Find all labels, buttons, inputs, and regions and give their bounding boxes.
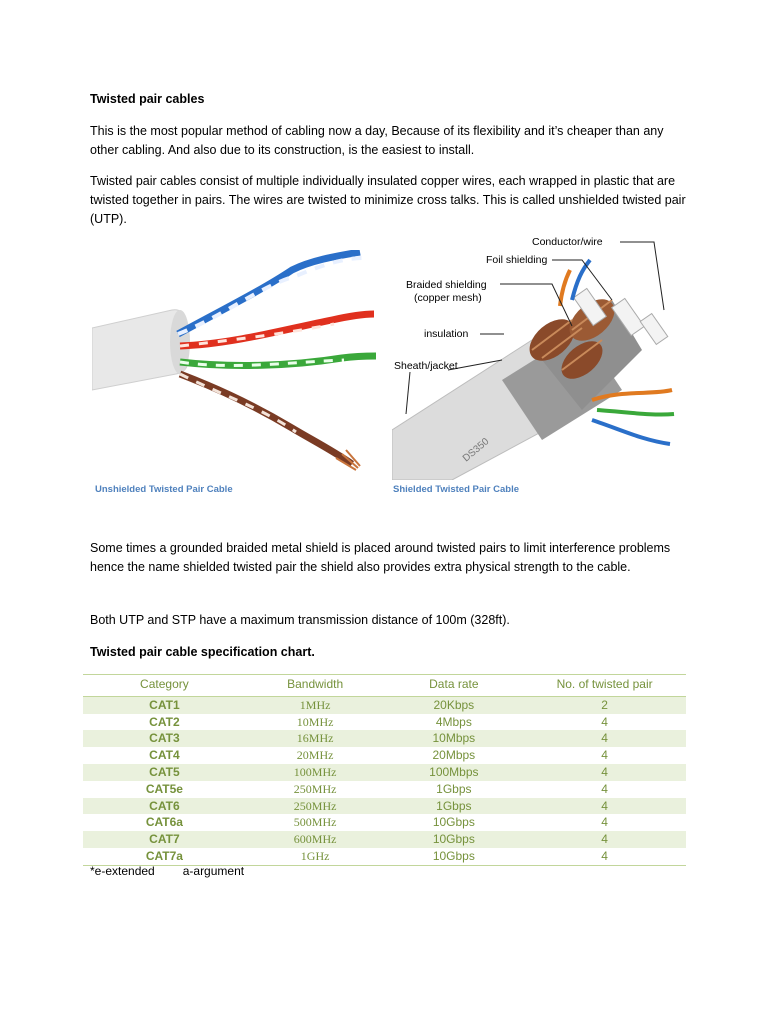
cell-category: CAT5e — [145, 781, 183, 796]
stp-paragraph: Some times a grounded braided metal shield is placed around twisted pairs to limit interference problems hence the name shielded twisted pair the shield also provides extra physical strength to the cable. — [90, 541, 671, 574]
cell-twisted-pair: 4 — [601, 815, 608, 830]
distance-paragraph: Both UTP and STP have a maximum transmission distance of 100m (328ft). — [90, 613, 510, 627]
table-row — [83, 831, 686, 848]
table-row — [83, 781, 686, 798]
table-row — [83, 814, 686, 831]
cell-bandwidth: 1MHz — [246, 696, 385, 713]
utp-cable-image — [92, 250, 382, 478]
cell-bandwidth: 100MHz — [246, 764, 385, 781]
cell-twisted-pair: 4 — [523, 798, 686, 815]
spec-table — [83, 674, 686, 866]
footnote-extended: *e-extended — [90, 864, 155, 878]
cell-category: CAT1 — [83, 696, 246, 713]
table-row — [83, 747, 686, 764]
cell-category: CAT3 — [83, 730, 246, 747]
label-foil: Foil shielding — [486, 254, 548, 266]
footnote-argument: a-argument — [182, 864, 245, 878]
cell-twisted-pair: 4 — [601, 714, 608, 729]
cell-category: CAT6 — [83, 798, 246, 815]
label-braided-2: (copper mesh) — [414, 292, 482, 304]
cell-category: CAT2 — [149, 714, 180, 729]
cell-twisted-pair: 2 — [523, 696, 686, 713]
cell-twisted-pair: 4 — [523, 831, 686, 848]
header-category: Category — [83, 675, 246, 697]
label-sheath: Sheath/jacket — [394, 360, 458, 372]
cell-bandwidth: 600MHz — [246, 831, 385, 848]
cell-data-rate: 1Gbps — [436, 781, 472, 796]
table-header-row — [83, 675, 686, 697]
utp-paragraph: Twisted pair cables consist of multiple individually insulated copper wires, each wrapped in plastic that are twisted together in pairs. The wires are twisted to minimize cross talks. This is called unshielded twisted pair (UTP). — [90, 174, 686, 226]
cell-twisted-pair: 4 — [523, 764, 686, 781]
cell-bandwidth: 1GHz — [246, 848, 385, 865]
table-row — [83, 730, 686, 747]
table-row — [83, 696, 686, 713]
cell-category: CAT7 — [83, 831, 246, 848]
cell-data-rate: 20Kbps — [384, 696, 523, 713]
stp-cable-image — [392, 230, 680, 480]
cell-category: CAT6a — [145, 815, 183, 830]
cell-category: CAT7a — [83, 848, 246, 865]
header-bandwidth: Bandwidth — [246, 675, 385, 697]
header-data-rate: Data rate — [384, 675, 523, 697]
cell-twisted-pair: 4 — [523, 730, 686, 747]
table-row — [83, 764, 686, 781]
utp-caption: Unshielded Twisted Pair Cable — [95, 484, 233, 495]
intro-paragraph: This is the most popular method of cabling now a day, Because of its flexibility and it’s cheaper than any other cabling. And also due to its construction, is the easiest to install. — [90, 124, 664, 157]
cell-bandwidth: 500MHz — [293, 815, 337, 830]
label-insulation: insulation — [424, 328, 469, 340]
cable-print-label: DS350 — [460, 436, 492, 465]
cell-data-rate: 4Mbps — [435, 714, 472, 729]
cell-twisted-pair: 4 — [601, 781, 608, 796]
chart-title: Twisted pair cable specification chart. — [90, 645, 315, 659]
cell-data-rate: 1Gbps — [384, 798, 523, 815]
footnote — [90, 864, 272, 878]
table-row — [83, 714, 686, 731]
cell-data-rate: 10Gbps — [384, 848, 523, 865]
cell-data-rate: 10Mbps — [384, 730, 523, 747]
page-title: Twisted pair cables — [90, 92, 205, 106]
cell-data-rate: 20Mbps — [432, 748, 476, 763]
cell-bandwidth: 250MHz — [293, 781, 337, 796]
cell-twisted-pair: 4 — [601, 748, 608, 763]
table-row — [83, 798, 686, 815]
cell-bandwidth: 20MHz — [296, 748, 334, 763]
cell-bandwidth: 10MHz — [296, 714, 334, 729]
header-twisted-pair: No. of twisted pair — [523, 675, 686, 697]
cell-data-rate: 10Gbps — [384, 831, 523, 848]
cell-data-rate: 100Mbps — [384, 764, 523, 781]
cell-bandwidth: 250MHz — [246, 798, 385, 815]
label-conductor: Conductor/wire — [532, 236, 603, 248]
stp-caption: Shielded Twisted Pair Cable — [393, 484, 519, 495]
label-braided-1: Braided shielding — [406, 279, 487, 291]
cell-category: CAT4 — [149, 748, 180, 763]
cell-twisted-pair: 4 — [523, 848, 686, 865]
cell-data-rate: 10Gbps — [432, 815, 475, 830]
table-row — [83, 848, 686, 865]
cell-category: CAT5 — [83, 764, 246, 781]
cell-bandwidth: 16MHz — [246, 730, 385, 747]
